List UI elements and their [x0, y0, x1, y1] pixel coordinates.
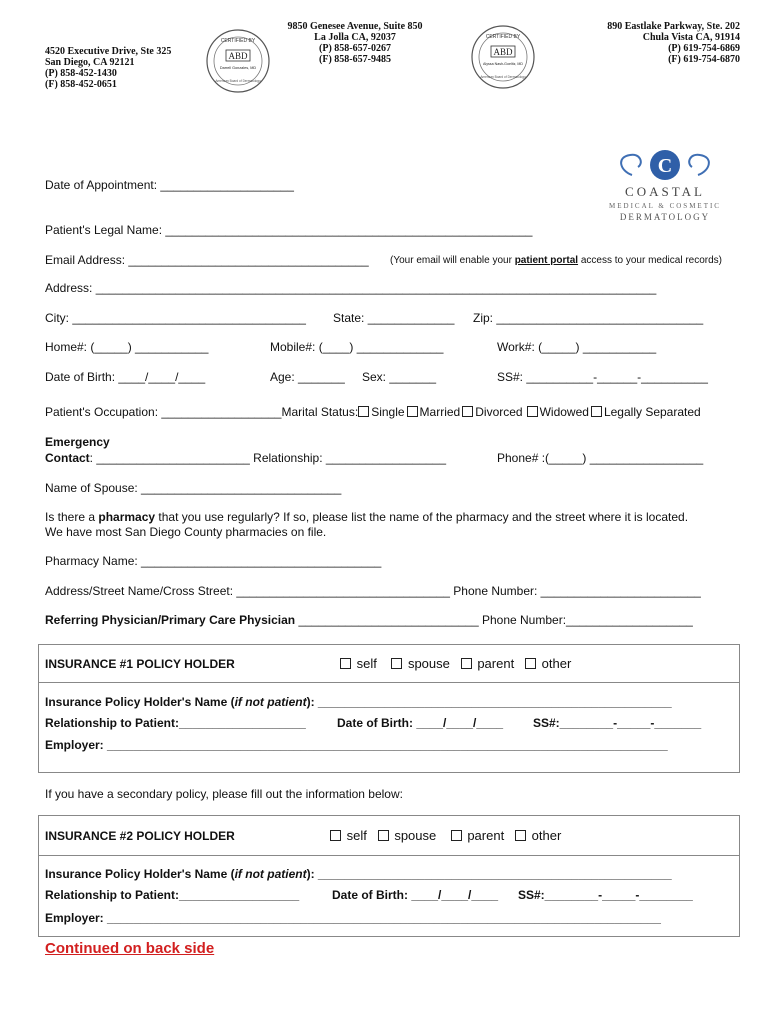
address-line: (P) 858-452-1430 — [45, 68, 117, 79]
emergency-contact-label: Contact — [45, 451, 90, 465]
zip-field[interactable]: Zip: _______________________________ — [473, 311, 704, 325]
board-certification-seal — [205, 28, 271, 94]
logo-specialty: DERMATOLOGY — [619, 212, 711, 222]
marital-option-divorced[interactable]: Divorced — [460, 405, 522, 419]
email-note-post: access to your medical records) — [578, 255, 722, 266]
seal-bottom-text: American Board of Dermatology — [480, 75, 526, 79]
insurance-2-dob[interactable]: Date of Birth: ____/____/____ — [332, 888, 499, 902]
checkbox-icon[interactable] — [525, 658, 536, 669]
option-parent[interactable]: parent — [461, 656, 515, 671]
checkbox-icon[interactable] — [451, 830, 462, 841]
address-line: San Diego, CA 92121 — [45, 57, 135, 68]
insurance-2-relationship[interactable]: Relationship to Patient:__________________ — [45, 888, 300, 902]
address-line: (F) 619-754-6870 — [668, 54, 740, 65]
marital-option-separated[interactable]: Legally Separated — [589, 405, 701, 419]
logo-letter: C — [657, 155, 673, 177]
seal-top-text: CERTIFIED BY — [220, 38, 256, 44]
seal-bottom-text: American Board of Dermatology — [215, 79, 261, 83]
option-other[interactable]: other — [515, 828, 561, 843]
legal-name-field[interactable]: Patient's Legal Name: _______________________________________________________ — [45, 223, 533, 237]
address-line: Chula Vista CA, 91914 — [642, 32, 740, 43]
address-line: (F) 858-657-9485 — [319, 54, 391, 65]
coastal-dermatology-logo — [590, 147, 740, 225]
address-line: La Jolla CA, 92037 — [314, 32, 396, 43]
office-address-la-jolla — [285, 21, 425, 65]
address-field[interactable]: Address: ____________________________________________________________________________________ — [45, 281, 657, 295]
insurance-2-employer[interactable]: Employer: ___________________________________________________________________________________ — [45, 911, 661, 925]
checkbox-icon[interactable] — [527, 406, 538, 417]
option-parent[interactable]: parent — [451, 828, 505, 843]
checkbox-icon[interactable] — [378, 830, 389, 841]
emergency-label: Emergency — [45, 435, 110, 449]
pharmacy-address-field[interactable]: Address/Street Name/Cross Street: ________________________________ Phone Number: ________________________ — [45, 584, 701, 598]
checkbox-icon[interactable] — [391, 658, 402, 669]
checkbox-icon[interactable] — [340, 658, 351, 669]
emergency-contact-line: : _______________________ Relationship: __________________ — [89, 451, 447, 465]
patient-portal-link[interactable]: patient portal — [514, 255, 579, 266]
city-field[interactable]: City: ___________________________________ — [45, 311, 306, 325]
seal-top-text: CERTIFIED BY — [485, 34, 521, 40]
referring-line: ___________________________ Phone Number:___________________ — [295, 613, 693, 627]
seal-abd-text: ABD — [228, 51, 248, 61]
address-line: (P) 858-657-0267 — [319, 43, 391, 54]
referring-physician-field[interactable] — [45, 613, 693, 627]
appointment-date-field[interactable] — [45, 178, 294, 192]
address-line: 890 Eastlake Parkway, Ste. 202 — [607, 21, 740, 32]
spouse-name-field[interactable]: Name of Spouse: ______________________________ — [45, 481, 342, 495]
marital-option-single[interactable]: Single — [358, 405, 404, 419]
checkbox-icon[interactable] — [461, 658, 472, 669]
insurance-1-relationship-options — [340, 656, 571, 671]
occupation-label: Patient's Occupation: __________________ — [45, 405, 282, 419]
insurance-1-relationship[interactable]: Relationship to Patient:___________________ — [45, 716, 306, 730]
address-line: 9850 Genesee Avenue, Suite 850 — [287, 21, 423, 32]
office-address-executive — [45, 46, 171, 90]
insurance-1-employer[interactable]: Employer: ____________________________________________________________________________________ — [45, 738, 668, 752]
insurance-1-holder-name[interactable]: Insurance Policy Holder's Name (if not patient): _____________________________________________________ — [45, 695, 672, 709]
address-line: (P) 619-754-6869 — [668, 43, 740, 54]
insurance-1-title: INSURANCE #1 POLICY HOLDER — [45, 657, 235, 671]
email-note-pre: (Your email will enable your — [390, 255, 515, 266]
work-phone-field[interactable]: Work#: (_____) ___________ — [497, 340, 657, 354]
divider — [38, 682, 739, 683]
home-phone-field[interactable]: Home#: (_____) ___________ — [45, 340, 209, 354]
age-field[interactable]: Age: _______ — [270, 370, 345, 384]
emergency-contact-field[interactable] — [45, 451, 446, 465]
checkbox-icon[interactable] — [591, 406, 602, 417]
insurance-2-title: INSURANCE #2 POLICY HOLDER — [45, 829, 235, 843]
board-certification-seal — [470, 24, 536, 90]
option-spouse[interactable]: spouse — [391, 656, 450, 671]
pharmacy-name-field[interactable]: Pharmacy Name: ____________________________________ — [45, 554, 382, 568]
marital-option-widowed[interactable]: Widowed — [523, 405, 589, 419]
checkbox-icon[interactable] — [358, 406, 369, 417]
office-address-chula-vista — [560, 21, 740, 65]
address-line: 4520 Executive Drive, Ste 325 — [45, 46, 172, 57]
divider — [38, 855, 739, 856]
sex-field[interactable]: Sex: _______ — [362, 370, 437, 384]
date-of-birth-field[interactable]: Date of Birth: ____/____/____ — [45, 370, 206, 384]
address-line: (F) 858-452-0651 — [45, 79, 117, 90]
checkbox-icon[interactable] — [462, 406, 473, 417]
seal-physician-name: Darrell Gonzales, MD — [219, 66, 257, 70]
insurance-2-holder-name[interactable]: Insurance Policy Holder's Name (if not patient): _____________________________________________________ — [45, 867, 672, 881]
marital-option-married[interactable]: Married — [405, 405, 461, 419]
referring-label: Referring Physician/Primary Care Physician — [45, 613, 296, 627]
insurance-1-dob[interactable]: Date of Birth: ____/____/____ — [337, 716, 504, 730]
pharmacy-question: Is there a pharmacy that you use regularly? If so, please list the name of the pharmacy and the street where it is located. — [45, 510, 689, 524]
continued-on-back-notice: Continued on back side — [45, 940, 215, 957]
insurance-2-relationship-options — [330, 828, 561, 843]
checkbox-icon[interactable] — [330, 830, 341, 841]
state-field[interactable]: State: _____________ — [333, 311, 455, 325]
option-self[interactable]: self — [330, 828, 367, 843]
pharmacy-question-line2: We have most San Diego County pharmacies on file. — [45, 525, 327, 539]
marital-status-label: Marital Status: — [281, 405, 359, 419]
checkbox-icon[interactable] — [407, 406, 418, 417]
emergency-phone-field[interactable]: Phone# :(_____) _________________ — [497, 451, 704, 465]
seal-abd-text: ABD — [493, 47, 513, 57]
ssn-field[interactable]: SS#: __________-______-__________ — [497, 370, 708, 384]
seal-physician-name: Alyssa Nash-Goelitz, MD — [483, 62, 523, 66]
occupation-field[interactable] — [45, 405, 701, 419]
option-self[interactable]: self — [340, 656, 377, 671]
email-note — [390, 255, 722, 266]
insurance-1-ssn[interactable]: SS#:________-_____-_______ — [533, 716, 702, 730]
insurance-2-ssn[interactable]: SS#:________-_____-________ — [518, 888, 693, 902]
logo-subtitle: MEDICAL & COSMETIC — [609, 202, 721, 210]
option-spouse[interactable]: spouse — [378, 828, 437, 843]
checkbox-icon[interactable] — [515, 830, 526, 841]
appointment-blank: ____________________ — [160, 178, 294, 192]
logo-name: COASTAL — [625, 184, 705, 199]
email-field[interactable]: Email Address: ____________________________________ — [45, 253, 369, 267]
secondary-policy-note: If you have a secondary policy, please fill out the information below: — [45, 787, 403, 801]
mobile-phone-field[interactable]: Mobile#: (____) _____________ — [270, 340, 444, 354]
appointment-label: Date of Appointment: — [45, 178, 158, 192]
option-other[interactable]: other — [525, 656, 571, 671]
